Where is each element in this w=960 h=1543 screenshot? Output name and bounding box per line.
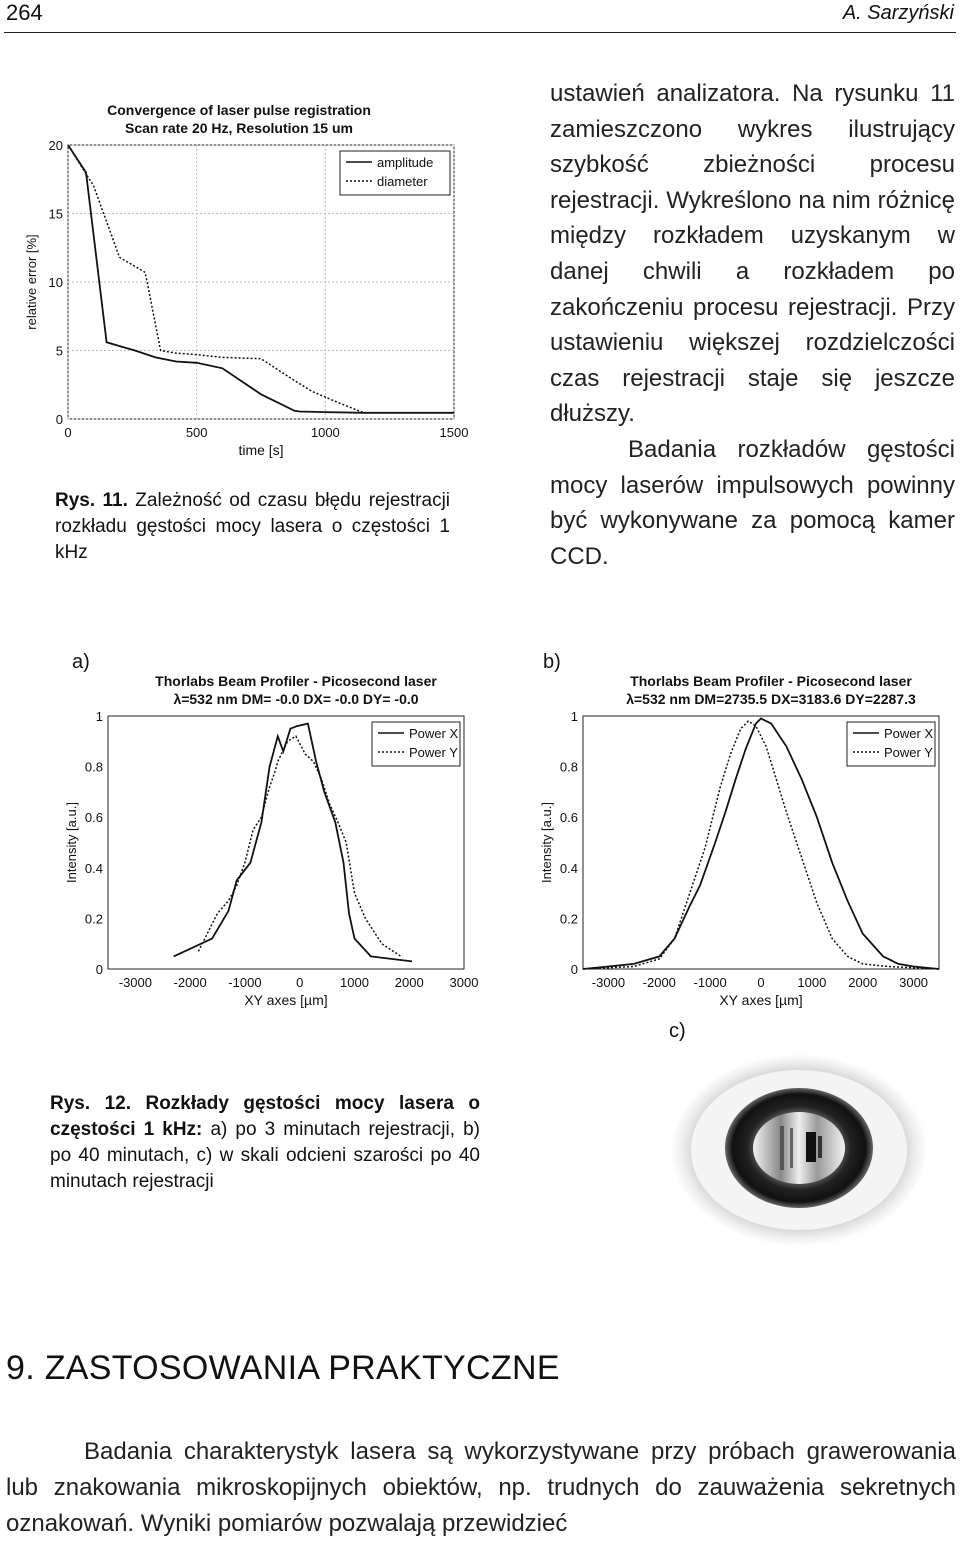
x-tick-label: 1000	[340, 975, 369, 990]
beam-grayscale-image	[668, 1050, 930, 1255]
y-tick-label: 0.6	[84, 810, 103, 826]
chart-subtitle: Scan rate 20 Hz, Resolution 15 um	[125, 120, 353, 136]
y-tick-label: 0.4	[84, 860, 103, 876]
beam-profile-chart-b	[535, 672, 955, 1007]
legend-label: amplitude	[377, 155, 434, 170]
y-tick-label: 1	[95, 709, 103, 724]
legend-label: Power Y	[884, 745, 933, 760]
x-tick-label: -2000	[642, 975, 676, 990]
y-tick-label: 0.8	[559, 759, 578, 775]
y-axis-label: relative error [%]	[24, 234, 39, 330]
chart-subtitle: λ=532 nm DM=2735.5 DX=3183.6 DY=2287.3	[626, 691, 916, 707]
beam-profile-chart-a	[60, 672, 480, 1007]
x-tick-label: -2000	[173, 975, 207, 990]
chart-title: Thorlabs Beam Profiler - Picosecond laser	[630, 673, 912, 689]
y-tick-label: 0	[55, 412, 63, 427]
panel-label-b: b)	[543, 651, 561, 673]
x-tick-label: 2000	[394, 975, 424, 990]
x-tick-label: -3000	[591, 975, 626, 990]
y-tick-label: 0	[570, 962, 578, 977]
page-number: 264	[6, 0, 43, 25]
running-header-author: A. Sarzyński	[842, 2, 954, 24]
x-axis-label: time [s]	[238, 442, 284, 458]
x-tick-label: -3000	[118, 975, 153, 990]
paragraph: Badania rozkładów gęstości mocy laserów impulsowych powinny być wykonywane za pomocą kamer CCD.	[550, 435, 955, 570]
y-tick-label: 0.6	[559, 810, 578, 826]
figure11-caption	[55, 488, 450, 566]
chart-subtitle: λ=532 nm DM= -0.0 DX= -0.0 DY= -0.0	[173, 691, 419, 707]
y-axis-label: Intensity [a.u.]	[64, 802, 79, 883]
y-tick-label: 0.2	[559, 911, 578, 927]
panel-label-c: c)	[669, 1020, 686, 1042]
y-tick-label: 5	[55, 343, 63, 359]
x-tick-label: 500	[185, 425, 208, 440]
y-tick-label: 0.8	[84, 759, 103, 775]
y-axis-label: Intensity [a.u.]	[539, 802, 554, 883]
figure12-caption-bold: Rozkłady gęstości mocy lasera o częstości 1 kHz:	[50, 1093, 481, 1140]
x-tick-label: 1000	[310, 425, 340, 440]
y-tick-label: 15	[48, 206, 63, 222]
x-tick-label: 3000	[899, 975, 929, 990]
legend-label: Power Y	[409, 745, 458, 760]
paragraph: Badania charakterystyk lasera są wykorzystywane przy próbach grawerowania lub znakowania mikroskopijnych obiektów, np. trudnych do zauważenia sekretnych oznakowań. Wyniki pomiarów pozwalają przewidzieć	[6, 1438, 956, 1537]
legend-label: Power X	[884, 726, 934, 741]
x-tick-label: 2000	[848, 975, 878, 990]
figure12-caption	[50, 1091, 480, 1195]
legend-label: Power X	[409, 726, 459, 741]
convergence-chart	[20, 95, 470, 465]
x-axis-label: XY axes [µm]	[719, 992, 803, 1008]
figure11-caption-label: Rys. 11.	[55, 490, 128, 511]
figure11-caption-text: Zależność od czasu błędu rejestracji rozkładu gęstości mocy lasera o częstości 1 kHz	[55, 490, 451, 563]
section-heading: 9. ZASTOSOWANIA PRAKTYCZNE	[6, 1349, 560, 1387]
right-column-text	[550, 76, 955, 574]
header-rule	[4, 32, 956, 33]
y-tick-label: 20	[48, 138, 63, 153]
x-tick-label: -1000	[228, 975, 262, 990]
x-tick-label: 0	[296, 975, 304, 990]
panel-label-a: a)	[72, 651, 90, 673]
y-tick-label: 0.4	[559, 860, 578, 876]
x-axis-label: XY axes [µm]	[244, 992, 328, 1008]
x-tick-label: 0	[64, 425, 72, 440]
paragraph: ustawień analizatora. Na rysunku 11 zamieszczono wykres ilustrujący szybkość zbieżności procesu rejestracji. Wykreślono na nim różnicę między rozkładem uzyskanym w danej chwili a rozkładem po zakończeniu procesu rejestracji. Przy ustawieniu większej rozdzielczości czas rejestracji staje się jeszcze dłuższy.	[550, 80, 955, 428]
figure12-caption-label: Rys. 12.	[50, 1093, 132, 1114]
x-tick-label: -1000	[693, 975, 727, 990]
chart-title: Thorlabs Beam Profiler - Picosecond laser	[155, 673, 437, 689]
x-tick-label: 1000	[797, 975, 827, 990]
y-tick-label: 0.2	[84, 911, 103, 927]
y-tick-label: 1	[570, 709, 578, 724]
x-tick-label: 0	[757, 975, 765, 990]
legend-label: diameter	[377, 174, 428, 189]
x-tick-label: 1500	[439, 425, 469, 440]
section-body	[6, 1434, 956, 1542]
y-tick-label: 0	[95, 962, 103, 977]
y-tick-label: 10	[48, 275, 63, 290]
figure12-caption-text: a) po 3 minutach rejestracji, b) po 40 minutach, c) w skali odcieni szarości po 40 minutach rejestracji	[50, 1119, 480, 1192]
chart-title: Convergence of laser pulse registration	[107, 102, 371, 118]
x-tick-label: 3000	[449, 975, 479, 990]
